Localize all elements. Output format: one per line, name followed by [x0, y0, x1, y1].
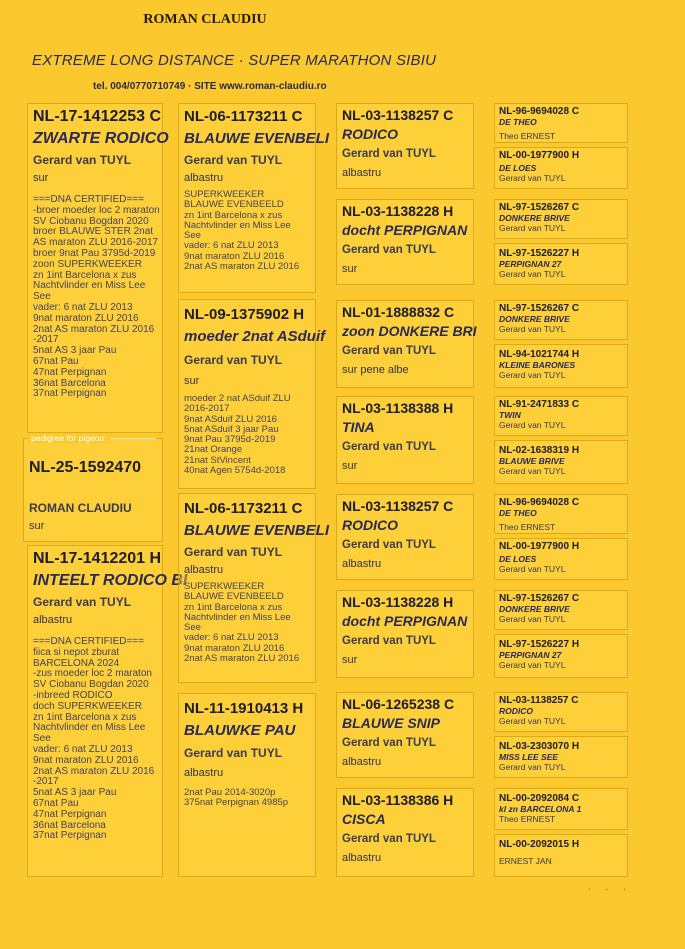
pigeon-owner: Gerard van TUYL — [342, 148, 436, 160]
great-grandparent-card — [336, 590, 474, 678]
pigeon-ring: NL-00-2092084 C — [499, 793, 580, 804]
sire-name: ZWARTE RODICO — [33, 130, 169, 147]
dam-color: albastru — [33, 614, 73, 626]
note-line: BLAUWE EVENBEELD — [184, 591, 284, 603]
pigeon-name: RODICO — [342, 517, 398, 533]
note-line: zn 1int Barcelona x zus — [184, 209, 283, 221]
pigeon-ring: NL-09-1375902 H — [184, 306, 305, 323]
pigeon-owner: Gerard van TUYL — [499, 762, 566, 772]
grandparent-card — [178, 299, 326, 489]
pigeon-owner: Gerard van TUYL — [342, 441, 436, 453]
pigeon-owner: Gerard van TUYL — [499, 269, 566, 279]
pigeon-ring: NL-01-1888832 C — [342, 304, 455, 320]
pigeon-ring: NL-97-1526267 C — [499, 303, 580, 314]
note-line: 2nat AS maraton ZLU 2016 — [184, 652, 300, 664]
note-line: broer 9nat Pau 3795d-2019 — [33, 247, 156, 259]
note-line: zoon SUPERKWEEKER — [33, 258, 142, 270]
dam-card — [27, 545, 188, 877]
sire-card — [27, 103, 169, 433]
pigeon-ring: NL-03-1138257 C — [342, 107, 454, 123]
pigeon-color: sur pene albe — [342, 364, 409, 376]
pigeon-ring: NL-03-1138386 H — [342, 792, 454, 808]
pigeon-name: DONKERE BRIVE — [499, 604, 570, 614]
sire-owner: Gerard van TUYL — [33, 153, 132, 167]
ancestor-card — [494, 788, 628, 830]
pigeon-owner: Gerard van TUYL — [342, 539, 436, 551]
ancestor-card — [494, 494, 628, 534]
pigeon-color: sur — [184, 375, 200, 387]
pigeon-name: TINA — [342, 419, 375, 435]
note-line: 9nat maraton ZLU 2016 — [33, 312, 139, 324]
pigeon-name: PERPIGNAN 27 — [499, 650, 562, 660]
pigeon-name: BLAUWE SNIP — [342, 715, 440, 731]
note-line: 5nat AS 3 jaar Pau — [33, 787, 117, 799]
ancestor-card — [494, 300, 628, 340]
great-grandparent-card — [336, 396, 474, 484]
note-line: 2nat AS maraton ZLU 2016 — [33, 765, 155, 777]
dam-owner: Gerard van TUYL — [33, 595, 132, 609]
pigeon-owner: Gerard van TUYL — [342, 635, 436, 647]
note-line: SUPERKWEEKER — [184, 189, 265, 200]
subject-card — [23, 438, 163, 542]
great-grandparent-card — [336, 494, 474, 580]
note-line: ===DNA CERTIFIED=== — [33, 194, 144, 205]
note-line: moeder 2 nat ASduif ZLU — [184, 393, 291, 404]
subject-color: sur — [29, 520, 45, 532]
note-line: SUPERKWEEKER — [184, 581, 265, 592]
ancestor-card — [494, 538, 628, 580]
ancestor-card — [494, 147, 628, 189]
pigeon-owner: Theo ERNEST — [499, 131, 556, 141]
pigeon-ring: NL-00-1977900 H — [499, 541, 580, 552]
pigeon-owner: Gerard van TUYL — [499, 716, 566, 726]
pigeon-color: albastru — [184, 172, 224, 184]
note-line: -broer moeder loc 2 maraton — [33, 204, 160, 216]
sire-notes — [33, 194, 160, 400]
pigeon-name: DONKERE BRIVE — [499, 314, 570, 324]
note-line: zn 1int Barcelona x zus — [184, 601, 283, 613]
note-line: 375nat Perpignan 4985p — [184, 797, 289, 809]
pigeon-ring: NL-00-1977900 H — [499, 150, 580, 161]
pigeon-color: albastru — [184, 767, 224, 779]
note-line: zn 1int Barcelona x zus — [33, 711, 137, 723]
great-grandparent-card — [336, 103, 474, 189]
pigeon-color: albastru — [184, 564, 224, 576]
breeder-contact: tel. 004/0770710749 · SITE www.roman-claudiu.ro — [93, 81, 327, 92]
note-line: See — [184, 230, 201, 241]
note-line: 47nat Perpignan — [33, 366, 107, 378]
note-line: 5nat ASduif 3 jaar Pau — [184, 423, 279, 435]
pigeon-ring: NL-96-9694028 C — [499, 497, 580, 508]
pigeon-owner: Gerard van TUYL — [342, 737, 436, 749]
pigeon-ring: NL-03-1138228 H — [342, 203, 454, 219]
note-line: 37nat Perpignan — [33, 388, 107, 400]
pigeon-name: TWIN — [499, 410, 521, 420]
dam-notes — [33, 637, 157, 842]
note-line: See — [33, 291, 51, 303]
pigeon-ring: NL-97-1526227 H — [499, 639, 580, 650]
great-grandparent-card — [336, 692, 474, 778]
note-line: 2nat AS maraton ZLU 2016 — [184, 260, 300, 272]
sire-color: sur — [33, 172, 49, 184]
pigeon-name: BLAUWE EVENBELI — [184, 130, 330, 147]
pigeon-owner: Gerard van TUYL — [499, 614, 566, 624]
note-line: vader: 6 nat ZLU 2013 — [33, 743, 133, 755]
note-line: Nachtvlinder en Miss Lee — [33, 722, 146, 734]
page-dots: . . . — [588, 882, 632, 893]
pigeon-owner: Gerard van TUYL — [184, 545, 283, 559]
pigeon-ring: NL-03-1138257 C — [499, 695, 579, 706]
pigeon-owner: Gerard van TUYL — [184, 353, 283, 367]
pigeon-color: albastru — [342, 756, 382, 768]
pigeon-ring: NL-03-1138257 C — [342, 498, 454, 514]
pigeon-color: sur — [342, 460, 358, 472]
pigeon-ring: NL-97-1526267 C — [499, 202, 580, 213]
note-line: 9nat ASduif ZLU 2016 — [184, 413, 277, 425]
note-line: Nachtvlinder en Miss Lee — [184, 611, 291, 623]
pigeon-notes — [184, 394, 310, 476]
pigeon-owner: Gerard van TUYL — [342, 244, 436, 256]
note-line: 67nat Pau — [33, 797, 79, 809]
note-line: 2nat Pau 2014-3020p — [184, 787, 276, 798]
pigeon-name: docht PERPIGNAN — [342, 222, 468, 238]
ancestor-card — [494, 243, 628, 285]
note-line: Nachtvlinder en Miss Lee — [184, 219, 291, 231]
note-line: SV Ciobanu Bogdan 2020 — [33, 679, 149, 691]
note-line: fiica si nepot zburat — [33, 646, 120, 658]
sire-ring: NL-17-1412253 C — [33, 108, 162, 125]
pigeon-ring: NL-97-1526227 H — [499, 248, 580, 259]
pigeon-owner: Gerard van TUYL — [342, 345, 436, 357]
pigeon-name: MISS LEE SEE — [499, 752, 559, 762]
pigeon-ring: NL-03-1138388 H — [342, 400, 454, 416]
note-line: doch SUPERKWEEKER — [33, 700, 142, 712]
pigeon-name: PERPIGNAN 27 — [499, 259, 562, 269]
ancestor-card — [494, 736, 628, 778]
pigeon-notes — [184, 788, 310, 809]
pigeon-name: DE THEO — [499, 117, 537, 127]
pigeon-owner: Gerard van TUYL — [184, 746, 283, 760]
pigeon-name: zoon DONKERE BRI — [342, 323, 477, 339]
pigeon-ring: NL-97-1526267 C — [499, 593, 580, 604]
pigeon-owner: ERNEST JAN — [499, 856, 552, 866]
pigeon-ring: NL-03-1138228 H — [342, 594, 454, 610]
pigeon-name: BLAUWE EVENBELI — [184, 522, 330, 539]
note-line: 9nat Pau 3795d-2019 — [184, 434, 276, 445]
note-line: AS maraton ZLU 2016-2017 — [33, 237, 159, 249]
pigeon-owner: Gerard van TUYL — [499, 223, 566, 233]
grandparent-card — [178, 103, 330, 293]
pigeon-name: moeder 2nat ASduif — [184, 328, 326, 345]
note-line: 9nat maraton ZLU 2016 — [184, 250, 285, 262]
subject-label: pedigree for pigeon: — [28, 433, 110, 443]
note-line: vader: 6 nat ZLU 2013 — [184, 240, 279, 252]
pigeon-name: DE LOES — [499, 554, 537, 564]
note-line: BLAUWE EVENBEELD — [184, 199, 284, 211]
pigeon-owner: Gerard van TUYL — [342, 833, 436, 845]
pigeon-ring: NL-02-1638319 H — [499, 445, 580, 456]
pigeon-owner: Gerard van TUYL — [499, 324, 566, 334]
note-line: 2nat AS maraton ZLU 2016 — [33, 323, 155, 335]
pigeon-name: docht PERPIGNAN — [342, 613, 468, 629]
pigeon-notes — [184, 582, 310, 664]
note-line: 5nat AS 3 jaar Pau — [33, 345, 117, 357]
pigeon-ring: NL-91-2471833 C — [499, 399, 580, 410]
pigeon-name: DONKERE BRIVE — [499, 213, 570, 223]
pigeon-name: RODICO — [342, 126, 398, 142]
grandparent-card — [178, 493, 330, 683]
subject-owner: ROMAN CLAUDIU — [29, 501, 132, 515]
note-line: 36nat Barcelona — [33, 377, 106, 389]
pigeon-owner: Theo ERNEST — [499, 522, 556, 532]
breeder-name: ROMAN CLAUDIU — [143, 12, 267, 27]
note-line: 37nat Perpignan — [33, 830, 107, 842]
pigeon-color: sur — [342, 263, 358, 275]
pigeon-color: albastru — [342, 852, 382, 864]
note-line: broer BLAUWE STER 2nat — [33, 226, 154, 238]
note-line: See — [33, 733, 51, 745]
grandparent-card — [178, 693, 316, 877]
great-grandparent-card — [336, 199, 474, 285]
note-line: BARCELONA 2024 — [33, 657, 120, 669]
pigeon-ring: NL-11-1910413 H — [184, 700, 304, 717]
ancestor-card — [494, 344, 628, 388]
pigeon-owner: Theo ERNEST — [499, 814, 556, 824]
note-line: 47nat Perpignan — [33, 808, 107, 820]
pigeon-ring: NL-96-9694028 C — [499, 106, 580, 117]
pigeon-color: albastru — [342, 167, 382, 179]
pigeon-owner: Gerard van TUYL — [499, 420, 566, 430]
pigeon-owner: Gerard van TUYL — [184, 153, 283, 167]
ancestor-card — [494, 440, 628, 484]
pigeon-name: BLAUWE BRIVE — [499, 456, 565, 466]
pigeon-name: CISCA — [342, 811, 386, 827]
ancestor-card — [494, 199, 628, 239]
great-grandparent-card — [336, 788, 474, 877]
note-line: -2017 — [33, 776, 59, 788]
note-line: -inbreed RODICO — [33, 689, 113, 701]
note-line: 21nat Orange — [184, 444, 243, 456]
note-line: 9nat maraton ZLU 2016 — [33, 754, 139, 766]
pigeon-name: DE LOES — [499, 163, 537, 173]
ancestor-card — [494, 634, 628, 678]
pigeon-color: sur — [342, 654, 358, 666]
note-line: vader: 6 nat ZLU 2013 — [33, 301, 133, 313]
pigeon-ring: NL-06-1173211 C — [184, 500, 303, 517]
pigeon-ring: NL-06-1173211 C — [184, 108, 303, 125]
pigeon-ring: NL-00-2092015 H — [499, 839, 580, 850]
pigeon-name: BLAUWKE PAU — [184, 722, 296, 739]
ancestor-card — [494, 103, 628, 143]
note-line: SV Ciobanu Bogdan 2020 — [33, 215, 149, 227]
note-line: zn 1int Barcelona x zus — [33, 269, 137, 281]
note-line: vader: 6 nat ZLU 2013 — [184, 632, 279, 644]
pigeon-name: KLEINE BARONES — [499, 360, 576, 370]
note-line: 2016-2017 — [184, 403, 230, 415]
note-line: See — [184, 622, 201, 633]
dam-ring: NL-17-1412201 H — [33, 550, 162, 567]
ancestor-card — [494, 834, 628, 877]
great-grandparent-card — [336, 300, 477, 388]
pigeon-name: RODICO — [499, 706, 533, 716]
pigeon-owner: Gerard van TUYL — [499, 660, 566, 670]
note-line: 9nat maraton ZLU 2016 — [184, 642, 285, 654]
ancestor-card — [494, 590, 628, 630]
pigeon-owner: Gerard van TUYL — [499, 370, 566, 380]
note-line: 36nat Barcelona — [33, 819, 106, 831]
note-line: 67nat Pau — [33, 355, 79, 367]
note-line: Nachtvlinder en Miss Lee — [33, 280, 146, 292]
pigeon-owner: Gerard van TUYL — [499, 466, 566, 476]
note-line: 40nat Agen 5754d-2018 — [184, 464, 286, 476]
note-line: -2017 — [33, 334, 59, 346]
pigeon-ring: NL-06-1265238 C — [342, 696, 455, 712]
ancestor-card — [494, 692, 628, 732]
note-line: -zus moeder loc 2 maraton — [33, 668, 152, 680]
pigeon-notes — [184, 190, 310, 272]
breeder-subtitle: EXTREME LONG DISTANCE · SUPER MARATHON SIBIU — [32, 52, 437, 69]
subject-ring: NL-25-1592470 — [29, 459, 142, 476]
pigeon-color: albastru — [342, 558, 382, 570]
pigeon-owner: Gerard van TUYL — [499, 173, 566, 183]
pigeon-ring: NL-03-2303070 H — [499, 741, 580, 752]
note-line: 21nat StVincent — [184, 454, 251, 466]
pigeon-name: kl zn BARCELONA 1 — [499, 804, 582, 814]
pigeon-name: DE THEO — [499, 508, 537, 518]
dam-name: INTEELT RODICO BI — [33, 572, 188, 589]
pigeon-owner: Gerard van TUYL — [499, 564, 566, 574]
pigeon-ring: NL-94-1021744 H — [499, 349, 580, 360]
note-line: ===DNA CERTIFIED=== — [33, 636, 144, 647]
ancestor-card — [494, 396, 628, 436]
